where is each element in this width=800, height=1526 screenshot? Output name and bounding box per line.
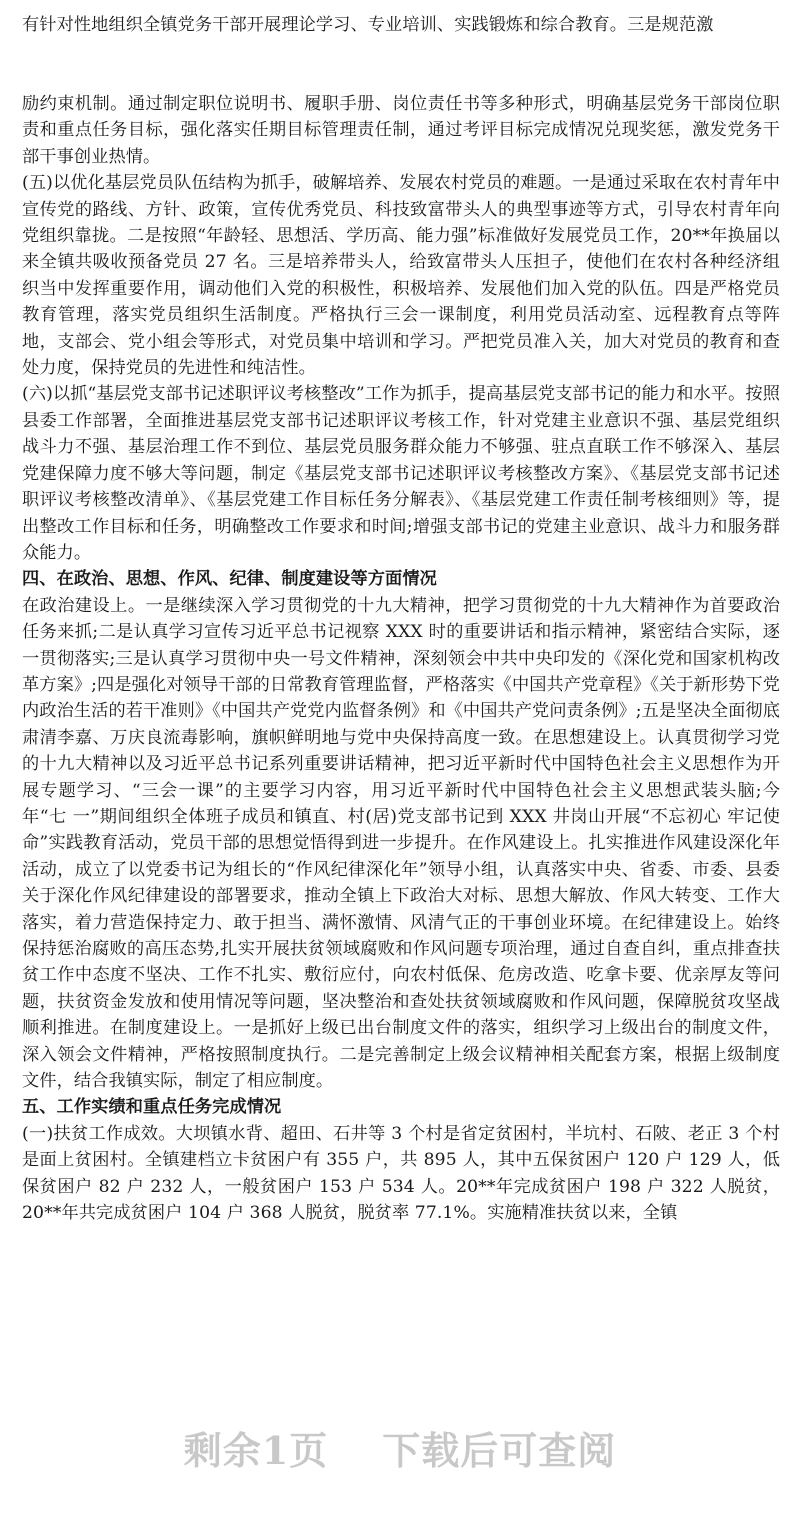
paragraph-six: (六)以抓“基层党支部书记述职评议考核整改”工作为抓手，提高基层党支部书记的能力和水平。按照县委工作部署，全面推进基层党支部书记述职评议考核工作，针对党建主业意识不强、基层党组织战斗力不强、基层治理工作不到位、基层党员服务群众能力不够强、驻点直联工作不够深入、基层党建保障力度不够大等问题，制定《基层党支部书记述职评议考核整改方案》、《基层党支部书记述职评议考核整改清单》、《基层党建工作目标任务分解表》、《基层党建工作责任制考核细则》等，提出整改工作目标和任务，明确整改工作要求和时间;增强支部书记的党建主业意识、战斗力和服务群众能力。 [22, 384, 780, 563]
cut-off-line [22, 0, 780, 12]
text-chunk-top [22, 0, 780, 38]
paragraph-incentive: 励约束机制。通过制定职位说明书、履职手册、岗位责任书等多种形式，明确基层党务干部岗位职责和重点任务目标，强化落实任期目标管理责任制，通过考评目标完成情况兑现奖惩，激发党务干部干事创业热情。 [22, 94, 780, 167]
paragraph-politics: 在政治建设上。一是继续深入学习贯彻党的十九大精神，把学习贯彻党的十九大精神作为首要政治任务来抓;二是认真学习宣传习近平总书记视察 XXX 时的重要讲话和指示精神，紧密结合实际，逐一贯彻落实;三是认真学习贯彻中央一号文件精神，深刻领会中共中央印发的《深化党和国家机构改革方案》;四是强化对领导干部的日常教育管理监督，严格落实《中国共产党章程》《关于新形势下党内政治生活的若干准则》《中国共产党党内监督条例》和《中国共产党问责条例》;五是坚决全面彻底肃清李嘉、万庆良流毒影响，旗帜鲜明地与党中央保持高度一致。在思想建设上。认真贯彻学习党的十九大精神以及习近平总书记系列重要讲话精神，把习近平新时代中国特色社会主义思想作为开展专题学习、“三会一课”的主要学习内容，用习近平新时代中国特色社会主义思想武装头脑;今年“七 一”期间组织全体班子成员和镇直、村(居)党支部书记到 XXX 井岗山开展“不忘初心 牢记使命”实践教育活动，党员干部的思想觉悟得到进一步提升。在作风建设上。扎实推进作风建设深化年活动，成立了以党委书记为组长的“作风纪律深化年”领导小组，认真落实中央、省委、市委、县委关于深化作风纪律建设的部署要求，推动全镇上下政治大对标、思想大解放、作风大转变、工作大落实，着力营造保持定力、敢于担当、满怀激情、风清气正的干事创业环境。在纪律建设上。始终保持惩治腐败的高压态势,扎实开展扶贫领域腐败和作风问题专项治理，通过自查自纠，重点排查扶贫工作中态度不坚决、工作不扎实、敷衍应付，向农村低保、危房改造、吃拿卡要、优亲厚友等问题，扶贫资金发放和使用情况等问题，坚决整治和查处扶贫领域腐败和作风问题，保障脱贫攻坚战顺利推进。在制度建设上。一是抓好上级已出台制度文件的落实，组织学习上级出台的制度文件，深入领会文件精神，严格按照制度执行。二是完善制定上级会议精神相关配套方案，根据上级制度文件，结合我镇实际，制定了相应制度。 [22, 595, 780, 1092]
section-heading-five: 五、工作实绩和重点任务完成情况 [22, 1097, 282, 1118]
content-fade [0, 1370, 800, 1410]
watermark: ​ [457, 564, 483, 596]
section-heading-four: 四、在政治、思想、作风、纪律、制度建设等方面情况 [22, 569, 437, 590]
remaining-pages-label[interactable]: 剩余1页 [183, 1428, 329, 1473]
download-prompt[interactable] [0, 1420, 800, 1475]
download-to-view-label[interactable]: 下载后可查阅 [382, 1428, 617, 1473]
text-chunk-main [22, 91, 780, 1226]
paragraph-poverty: (一)扶贫工作成效。大坝镇水背、超田、石井等 3 个村是省定贫困村，半坑村、石陂、老正 3 个村是面上贫困村。全镇建档立卡贫困户有 355 户，共 895 人，其中五保贫困户 120 户 129 人，低保贫困户 82 户 232 人，一般贫困户 153 户 534 人。20**年完成贫困户 198 户 322 人脱贫，20**年共完成贫困户 104 户 368 人脱贫，脱贫率 77.1%。实施精准扶贫以来，全镇 [22, 1123, 780, 1224]
paragraph-five: (五)以优化基层党员队伍结构为抓手，破解培养、发展农村党员的难题。一是通过采取在农村青年中宣传党的路线、方针、政策，宣传优秀党员、科技致富带头人的典型事迹等方式，引导农村青年向党组织靠拢。二是按照“年龄轻、思想活、学历高、能力强”标准做好发展党员工作，20**年换届以来全镇共吸收预备党员 27 名。三是培养带头人，给致富带头人压担子，使他们在农村各种经济组织当中发挥重要作用，调动他们入党的积极性，积极培养、发展他们加入党的队伍。四是严格党员教育管理，落实党员组织生活制度。严格执行三会一课制度，利用党员活动室、远程教育点等阵地，支部会、党小组会等形式，对党员集中培训和学习。严把党员准入关，加大对党员的教育和查处力度，保持党员的先进性和纯洁性。 [22, 173, 780, 379]
paragraph-line: 有针对性地组织全镇党务干部开展理论学习、专业培训、实践锻炼和综合教育。三是规范激 [22, 15, 714, 35]
